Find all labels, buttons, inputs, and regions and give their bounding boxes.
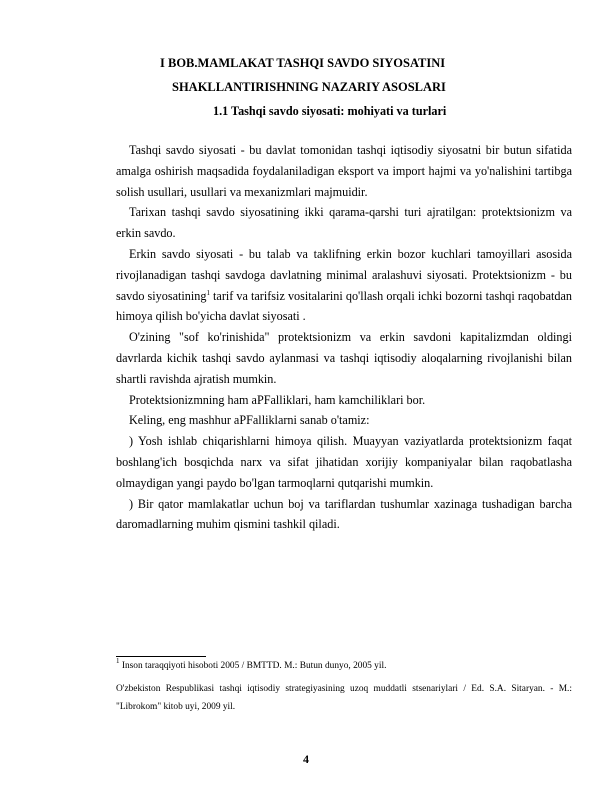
footnote-1-text: Inson taraqqiyoti hisoboti 2005 / BMTTD. M.: Butun dunyo, 2005 yil. xyxy=(121,661,387,671)
paragraph-free-trade-part2: tarif va tarifsiz vositalarini qo'llash orqali ichki bozorni tashqi raqobatdan himoya qilish bo'yicha davlat siyosati . xyxy=(116,288,572,324)
paragraph-list-intro: Keling, eng mashhur aPFalliklarni sanab o'tamiz: xyxy=(129,413,370,428)
footnote-marker: 1 xyxy=(206,288,210,297)
paragraph-definition: Tashqi savdo siyosati - bu davlat tomonidan tashqi iqtisodiy siyosatni bir butun sifatida amalga oshirish maqsadida foydalaniladigan eksport va import hajmi va yo'nalishini tartibga solish usullari, usullari va mexanizmlari majmuidir. xyxy=(116,143,572,199)
list-item-tariff-revenue: ) Bir qator mamlakatlar uchun boj va tariflardan tushumlar xazinaga tushadigan barcha daromadlarning muhim qismini tashkil qiladi. xyxy=(116,496,572,532)
chapter-title-line2: SHAKLLANTIRISHNING NAZARIY ASOSLARI xyxy=(172,80,446,94)
paragraph-pure-form: O'zining "sof ko'rinishida" protektsionizm va erkin savdoni kapitalizmdan oldingi davrlarda kichik tashqi savdo aylanmasi va tashqi iqtisodiy aloqalarning rivojlanishi bilan shartli ravishda ajratish mumkin. xyxy=(116,330,572,386)
body-text xyxy=(116,140,572,535)
section-title: 1.1 Tashqi savdo siyosati: mohiyati va turlari xyxy=(213,104,447,118)
footnote-1-number: 1 xyxy=(116,657,120,665)
chapter-title-line1: I BOB.MAMLAKAT TASHQI SAVDO SIYOSATINI xyxy=(160,56,446,70)
footnote-2: O'zbekiston Respublikasi tashqi iqtisodiy strategiyasining uzoq muddatli stsenariylari / Ed. S.A. Sitaryan. - M.: "Librokom" kitob uyi, 2009 yil. xyxy=(116,684,572,712)
paragraph-free-trade-part1: Erkin savdo siyosati - bu talab va taklifning erkin bozor kuchlari tamoyillari asosida rivojlanadigan tashqi savdoga davlatning minimal aralashuvi siyosati. Protektsionizm - bu savdo siyosatining xyxy=(116,246,572,303)
paragraph-free-trade xyxy=(116,244,572,327)
paragraph-types: Tarixan tashqi savdo siyosatining ikki qarama-qarshi turi ajratilgan: protektsionizm va erkin savdo. xyxy=(116,205,572,241)
paragraph-pros-cons: Protektsionizmning ham aPFalliklari, ham kamchiliklari bor. xyxy=(129,392,426,407)
list-item-infant-industry: ) Yosh ishlab chiqarishlarni himoya qilish. Muayyan vaziyatlarda protektsionizm faqat boshlang'ich bosqichda narx va sifat jihatidan xorijiy kompaniyalar bilan raqobatlasha olmaydigan yangi paydo bo'lgan tarmoqlarni qutqarishi mumkin. xyxy=(116,434,572,490)
footnote-1 xyxy=(116,657,572,675)
page-number: 4 xyxy=(303,752,309,766)
